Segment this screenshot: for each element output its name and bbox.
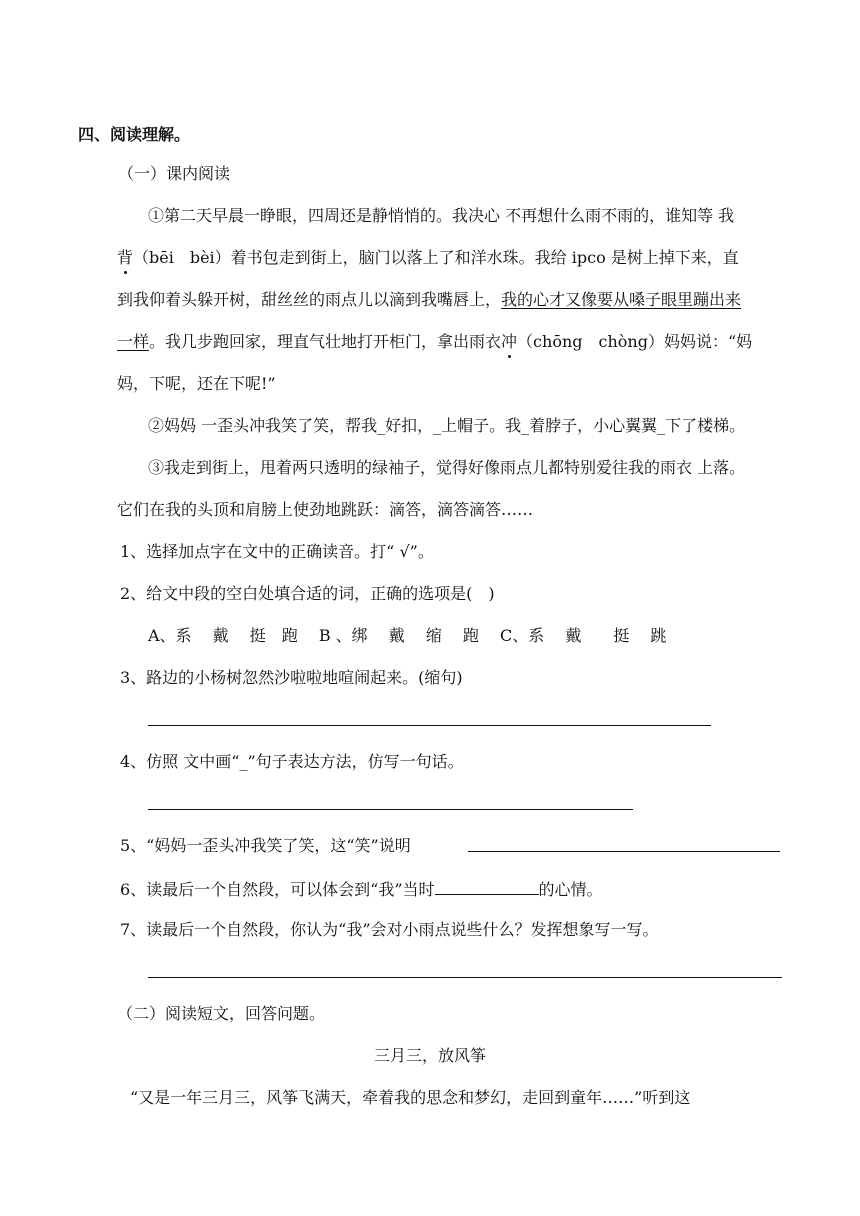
passage-p1-line3-text: 到我仰着头躲开树，甜丝丝的雨点儿以滴到我嘴唇上， — [117, 290, 502, 309]
question-4: 4、仿照 文中画“_”句子表达方法，仿写一句话。 — [120, 752, 464, 771]
question-6-text: 6、读最后一个自然段，可以体会到“我”当时 — [120, 880, 435, 899]
passage-p1-line2 — [117, 248, 739, 268]
underlined-sentence-part2: 一样 — [117, 332, 150, 351]
question-3: 3、路边的小杨树忽然沙啦啦地喧闹起来。(缩句) — [120, 668, 463, 687]
question-7: 7、读最后一个自然段，你认为“我”会对小雨点说些什么？发挥想象写一写。 — [120, 920, 659, 939]
passage-p3-line1: ③我走到街上，甩着两只透明的绿袖子，觉得好像雨点儿都特别爱往我的雨衣 上落。 — [148, 458, 746, 477]
answer-blank-q6[interactable] — [435, 878, 539, 895]
passage-p1-line4-rest: （chōng chòng）妈妈说：“妈 — [517, 332, 753, 351]
part2-heading: （二）阅读短文，回答问题。 — [117, 1004, 326, 1023]
section-title: 四、阅读理解。 — [78, 125, 191, 144]
answer-line-q3[interactable] — [148, 725, 711, 726]
part1-heading: （一）课内阅读 — [118, 164, 231, 183]
answer-line-q5[interactable] — [468, 851, 780, 852]
question-6-suffix: 的心情。 — [538, 880, 603, 899]
passage-p1-line4 — [117, 332, 752, 352]
question-2-options: A、系 戴 挺 跑 B 、绑 戴 缩 跑 C、系 戴 挺 跳 — [148, 626, 667, 645]
answer-line-q4[interactable] — [148, 809, 633, 810]
article-line1: “又是一年三月三，风筝飞满天，牵着我的思念和梦幻，走回到童年……”听到这 — [130, 1088, 691, 1107]
dotted-char-bei: 背 — [117, 248, 134, 267]
underlined-sentence-part1: 我的心才又像要从嗓子眼里蹦出来 — [501, 290, 742, 309]
passage-p1-line4-mid: 。我几步跑回家，理直气壮地打开柜门，拿出雨衣 — [149, 332, 502, 351]
question-5: 5、“妈妈一歪头冲我笑了笑，这“笑”说明 — [120, 836, 411, 855]
question-6 — [120, 878, 603, 900]
question-2: 2、给文中段的空白处填合适的词，正确的选项是( ) — [120, 584, 495, 603]
passage-p1-line3 — [117, 290, 741, 310]
question-1: 1、选择加点字在文中的正确读音。打“ √”。 — [120, 542, 434, 561]
article-title: 三月三，放风筝 — [373, 1046, 486, 1065]
passage-p1-line5: 妈，下呢，还在下呢!” — [117, 374, 276, 393]
passage-p3-line2: 它们在我的头顶和肩膀上使劲地跳跃：滴答，滴答滴答…… — [117, 500, 534, 519]
answer-line-q7[interactable] — [148, 977, 782, 978]
passage-p2: ②妈妈 一歪头冲我笑了笑，帮我_好扣，_上帽子。我_着脖子，小心翼翼_下了楼梯。 — [148, 416, 746, 435]
passage-p1-line1: ①第二天早晨一睁眼，四周还是静悄悄的。我决心 不再想什么雨不雨的，谁知等 我 — [148, 206, 735, 225]
passage-p1-line2-rest: （bēi bèi）着书包走到街上，脑门以落上了和洋水珠。我给 ipco 是树上掉下来，直 — [133, 248, 739, 267]
dotted-char-chong: 冲 — [501, 332, 518, 351]
